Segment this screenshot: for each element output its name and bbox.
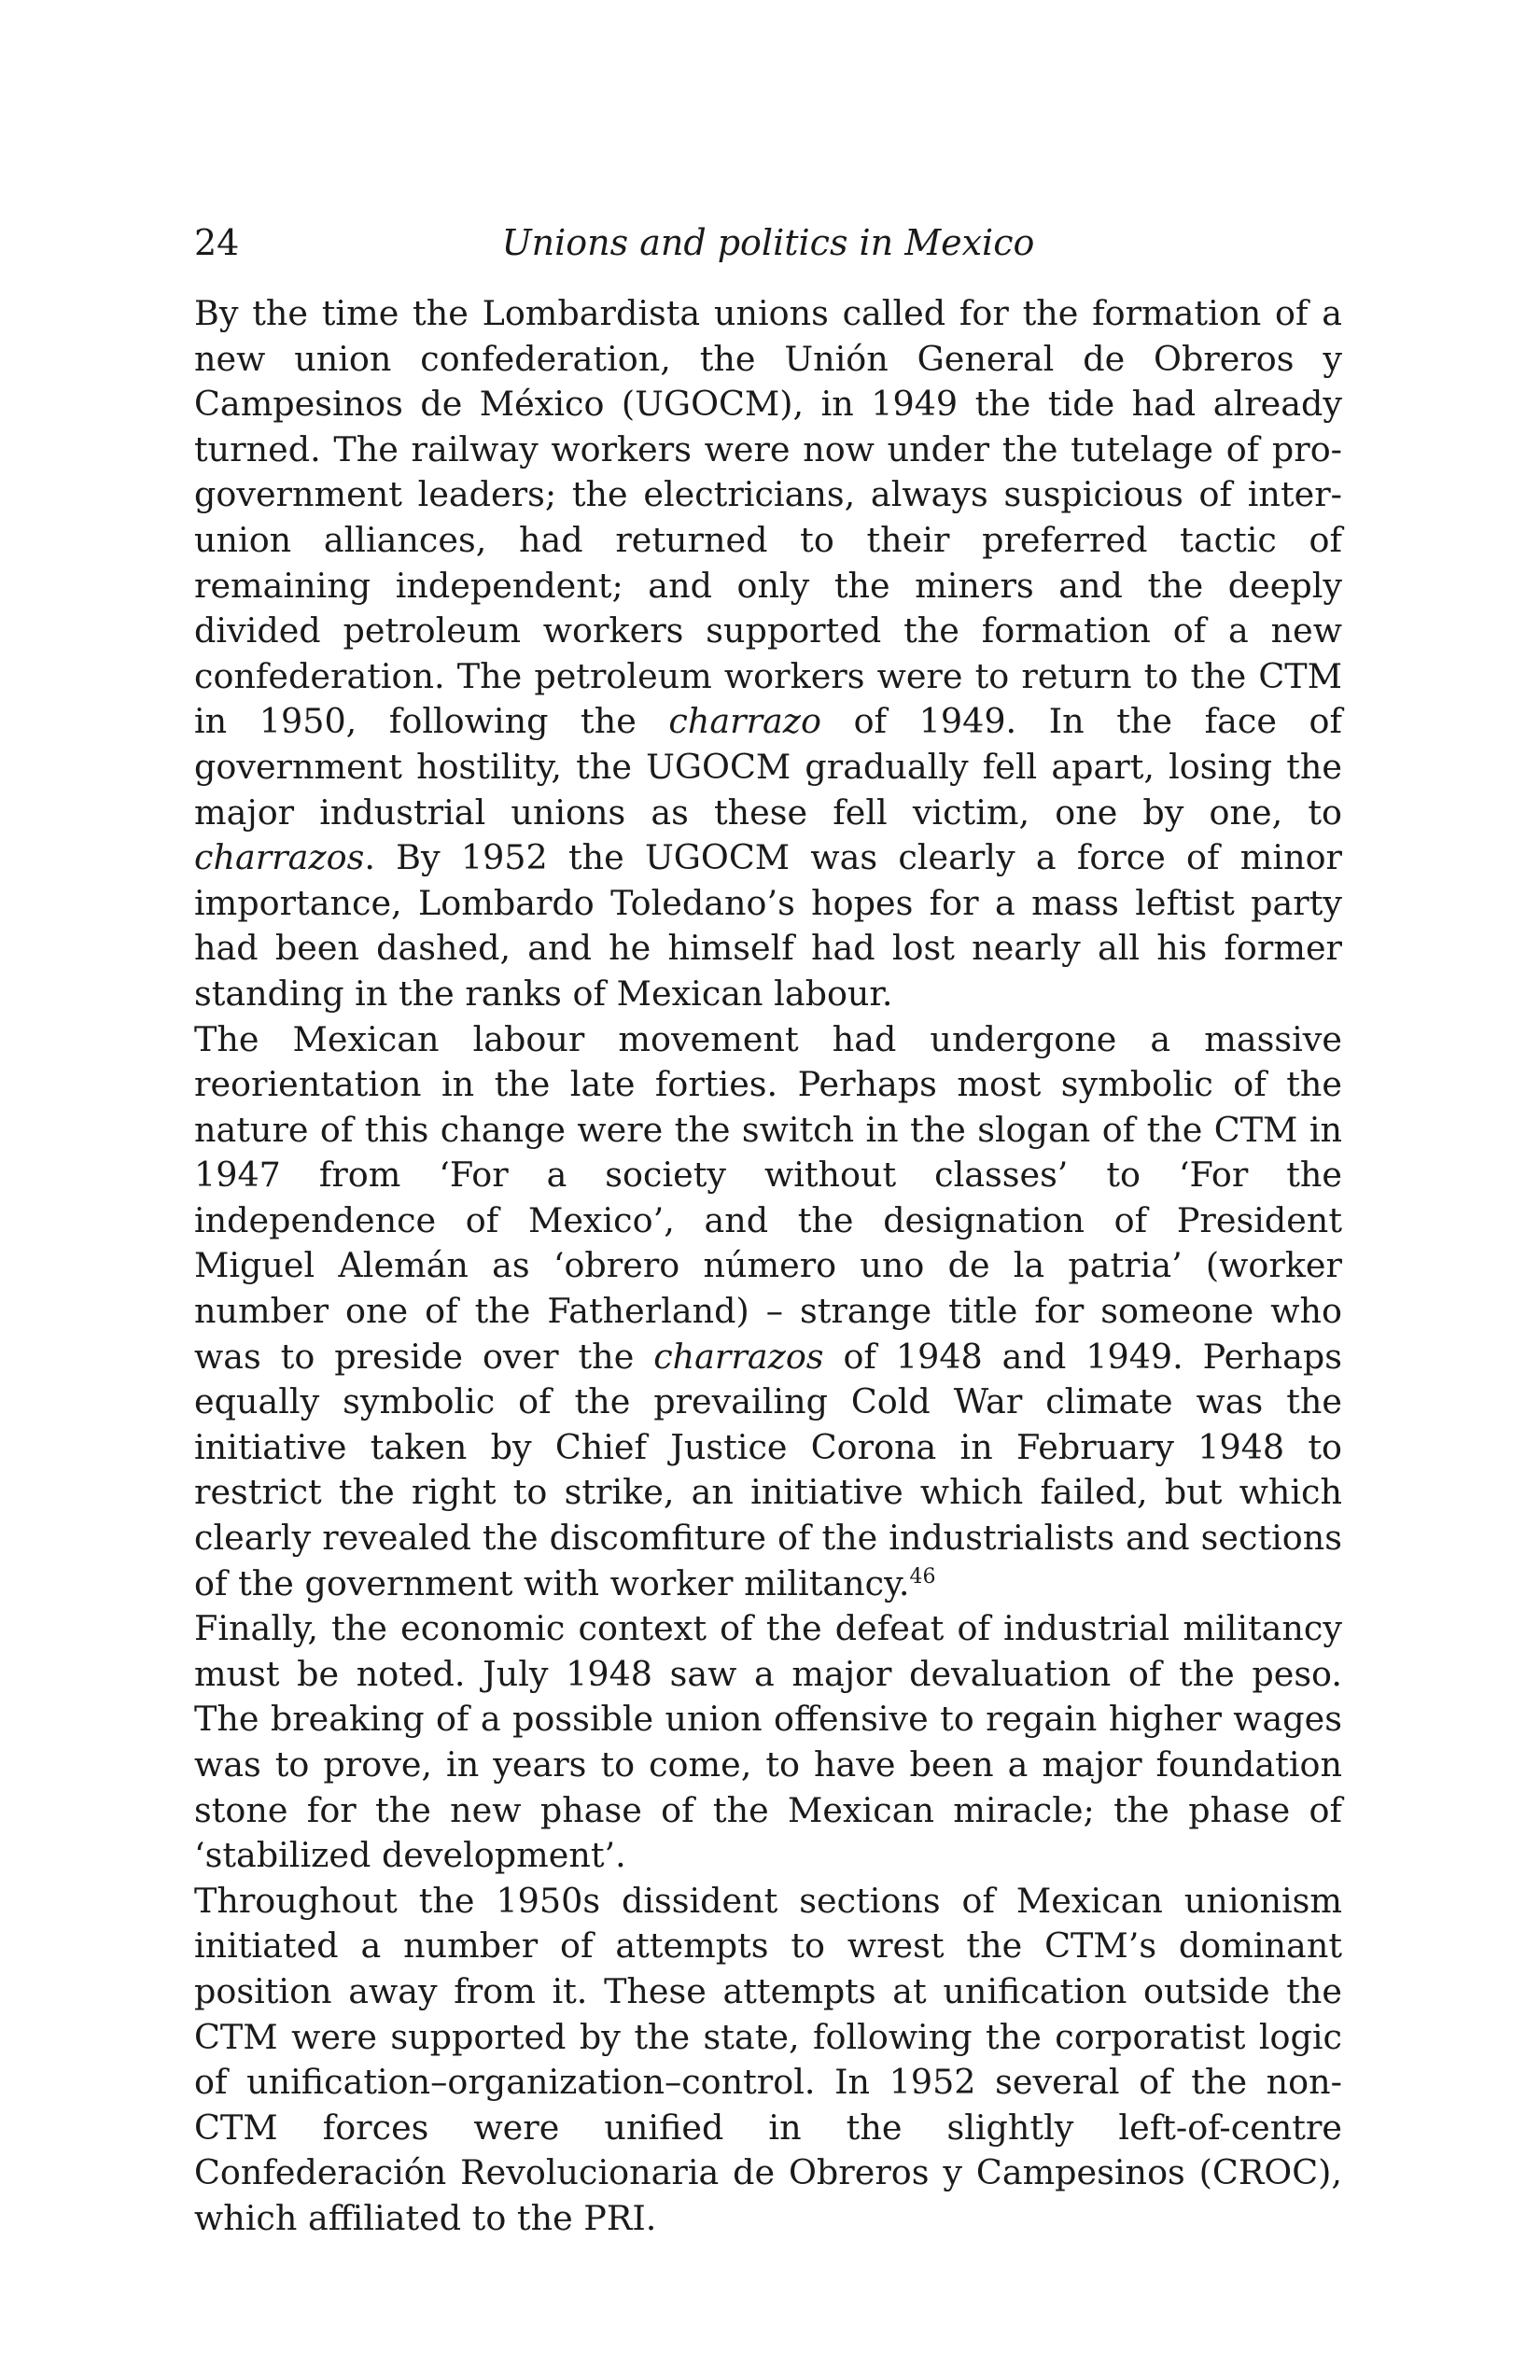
paragraph xyxy=(194,1606,1342,1879)
italic-term: charrazos xyxy=(653,1336,824,1377)
text-run: of 1948 and 1949. Perhaps equally symbolic of the prevailing Cold War climate was the initiative taken by Chief Justice Corona in February 1948 to restrict the right to strike, an initiative which failed, but which clearly revealed the discomfiture of the industrialists and sections of the government with worker militancy. xyxy=(194,1336,1342,1603)
text-run: The Mexican labour movement had undergone a massive reorientation in the late forties. Perhaps most symbolic of the nature of this change were the switch in the slogan of the CTM in 1947 from ‘For a society without classes’ to ‘For the independence of Mexico’, and the designation of President Miguel Alemán as ‘obrero número uno de la patria’ (worker number one of the Fatherland) – strange title for someone who was to preside over the xyxy=(194,1018,1342,1377)
text-run: Throughout the 1950s dissident sections of Mexican unionism initiated a number of attempts to wrest the CTM’s dominant position away from it. These attempts at unification outside the CTM were supported by the state, following the corporatist logic of unification–organization–control. In 1952 several of the non-CTM forces were unified in the slightly left-of-centre Confederación Revolucionaria de Obreros y Campesinos (CROC), which affiliated to the PRI. xyxy=(194,1880,1342,2238)
book-page xyxy=(194,215,1342,2242)
italic-term: charrazos xyxy=(194,837,365,878)
footnote-reference[interactable]: 46 xyxy=(909,1564,936,1589)
paragraph xyxy=(194,1879,1342,2242)
text-run: . By 1952 the UGOCM was clearly a force of minor importance, Lombardo Toledano’s hopes for a mass leftist party had been dashed, and he himself had lost nearly all his former standing in the ranks of Mexican labour. xyxy=(194,837,1342,1014)
text-run: By the time the Lombardista unions called for the formation of a new union confederation, the Unión General de Obreros y Campesinos de México (UGOCM), in 1949 the tide had already turned. The railway workers were now under the tutelage of pro-government leaders; the electricians, always suspicious of inter-union alliances, had returned to their preferred tactic of remaining independent; and only the miners and the deeply divided petroleum workers supported the formation of a new confederation. The petroleum workers were to return to the CTM in 1950, following the xyxy=(194,293,1342,742)
paragraph xyxy=(194,291,1342,1017)
text-run: Finally, the economic context of the defeat of industrial militancy must be noted. July 1948 saw a major devaluation of the peso. The breaking of a possible union offensive to regain higher wages was to prove, in years to come, to have been a major foundation stone for the new phase of the Mexican miracle; the phase of ‘stabilized development’. xyxy=(194,1608,1342,1876)
text-run: of 1949. In the face of government hostility, the UGOCM gradually fell apart, losing the major industrial unions as these fell victim, one by one, to xyxy=(194,701,1342,833)
paragraph xyxy=(194,1017,1342,1607)
running-head xyxy=(194,215,1342,271)
page-number: 24 xyxy=(194,222,240,263)
running-title: Unions and politics in Mexico xyxy=(501,222,1035,263)
body-text xyxy=(194,291,1342,2242)
italic-term: charrazo xyxy=(668,701,821,742)
